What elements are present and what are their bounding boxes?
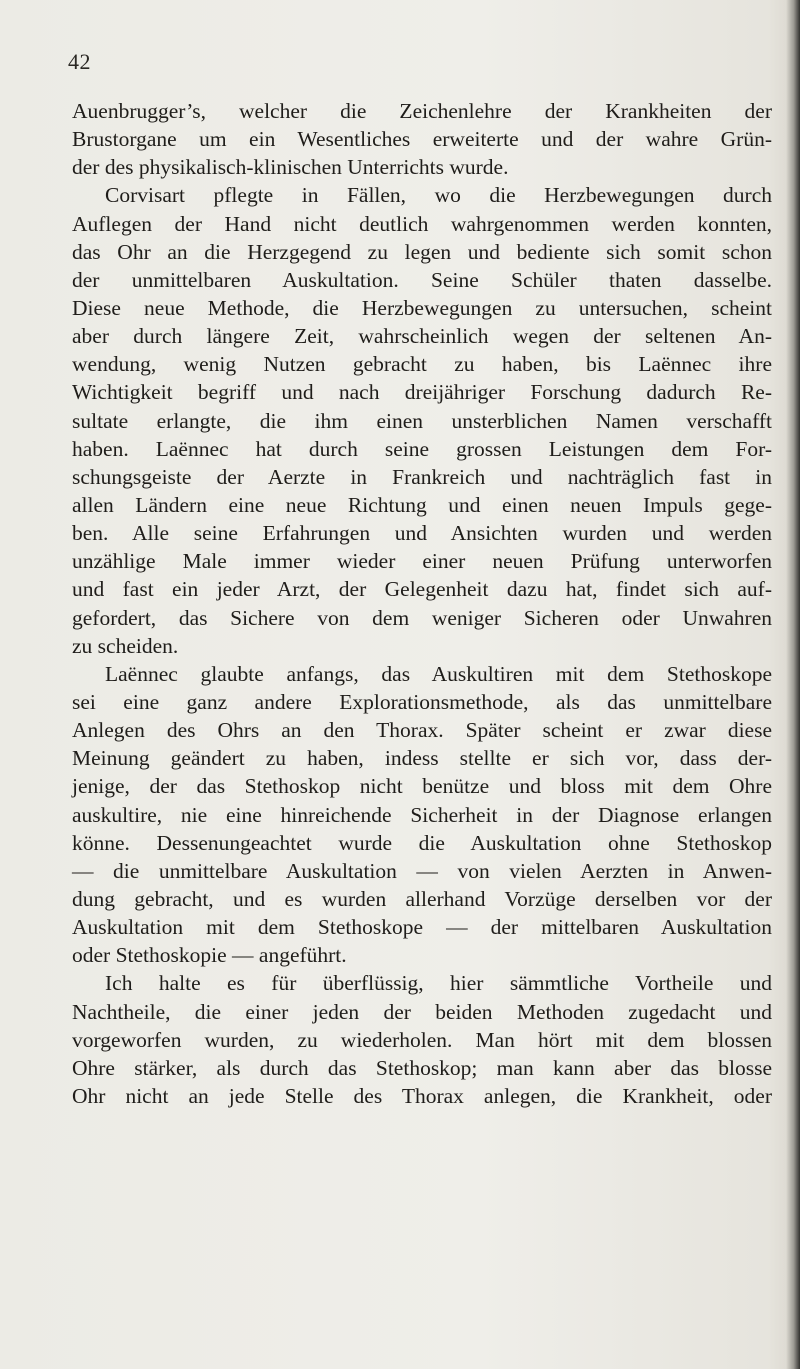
page-edge-shadow	[786, 0, 800, 1369]
text-line: das Ohr an die Herzgegend zu legen und bediente sich somit schon	[72, 239, 772, 264]
text-line: Laënnec glaubte anfangs, das Auskultiren mit dem Stethoskope	[105, 661, 772, 686]
text-line: Wichtigkeit begriff und nach dreijähriger Forschung dadurch Re-	[72, 380, 772, 405]
text-line: allen Ländern eine neue Richtung und einen neuen Impuls gege-	[72, 492, 772, 517]
text-line: wendung, wenig Nutzen gebracht zu haben, bis Laënnec ihre	[72, 352, 772, 377]
text-line: jenige, der das Stethoskop nicht benütze und bloss mit dem Ohre	[72, 774, 772, 799]
text-line: Brustorgane um ein Wesentliches erweiterte und der wahre Grün-	[72, 127, 772, 152]
body-text	[72, 97, 772, 1110]
text-line: Auflegen der Hand nicht deutlich wahrgenommen werden konnten,	[72, 211, 772, 236]
paragraph	[72, 97, 772, 181]
text-line: — die unmittelbare Auskultation — von vielen Aerzten in Anwen-	[72, 858, 772, 883]
text-line: könne. Dessenungeachtet wurde die Auskultation ohne Stethoskop	[72, 830, 772, 855]
text-line: sultate erlangte, die ihm einen unsterblichen Namen verschafft	[72, 408, 772, 433]
text-line: Auenbrugger’s, welcher die Zeichenlehre der Krankheiten der	[72, 99, 772, 123]
text-line: oder Stethoskopie — angeführt.	[72, 943, 347, 968]
text-line: Ich halte es für überflüssig, hier sämmtliche Vortheile und	[105, 971, 772, 996]
text-line: Diese neue Methode, die Herzbewegungen zu untersuchen, scheint	[72, 295, 772, 320]
text-line: sei eine ganz andere Explorationsmethode, als das unmittelbare	[72, 689, 772, 714]
text-line: auskultire, nie eine hinreichende Sicherheit in der Diagnose erlangen	[72, 802, 772, 827]
text-line: Ohr nicht an jede Stelle des Thorax anlegen, die Krankheit, oder	[72, 1083, 772, 1108]
text-line: Auskultation mit dem Stethoskope — der mittelbaren Auskultation	[72, 915, 772, 940]
text-line: Ohre stärker, als durch das Stethoskop; man kann aber das blosse	[72, 1055, 772, 1080]
paragraph	[72, 969, 772, 1110]
text-line: Anlegen des Ohrs an den Thorax. Später scheint er zwar diese	[72, 718, 772, 743]
paragraph	[72, 181, 772, 659]
text-line: und fast ein jeder Arzt, der Gelegenheit dazu hat, findet sich auf-	[72, 577, 772, 602]
text-line: dung gebracht, und es wurden allerhand Vorzüge derselben vor der	[72, 886, 772, 911]
paragraph	[72, 660, 772, 970]
text-line: Meinung geändert zu haben, indess stellte er sich vor, dass der-	[72, 746, 772, 771]
text-line: aber durch längere Zeit, wahrscheinlich wegen der seltenen An-	[72, 324, 772, 349]
text-line: der des physikalisch-klinischen Unterrichts wurde.	[72, 155, 509, 180]
page-number: 42	[68, 49, 91, 74]
text-line: vorgeworfen wurden, zu wiederholen. Man hört mit dem blossen	[72, 1027, 772, 1052]
text-line: gefordert, das Sichere von dem weniger Sicheren oder Unwahren	[72, 605, 772, 630]
text-line: Nachtheile, die einer jeden der beiden Methoden zugedacht und	[72, 999, 772, 1024]
text-line: haben. Laënnec hat durch seine grossen Leistungen dem For-	[72, 436, 772, 461]
text-line: Corvisart pflegte in Fällen, wo die Herzbewegungen durch	[105, 183, 772, 208]
text-line: zu scheiden.	[72, 633, 179, 658]
text-line: schungsgeiste der Aerzte in Frankreich und nachträglich fast in	[72, 464, 772, 489]
text-line: der unmittelbaren Auskultation. Seine Schüler thaten dasselbe.	[72, 267, 772, 292]
text-line: ben. Alle seine Erfahrungen und Ansichten wurden und werden	[72, 521, 772, 546]
text-line: unzählige Male immer wieder einer neuen Prüfung unterworfen	[72, 549, 772, 574]
